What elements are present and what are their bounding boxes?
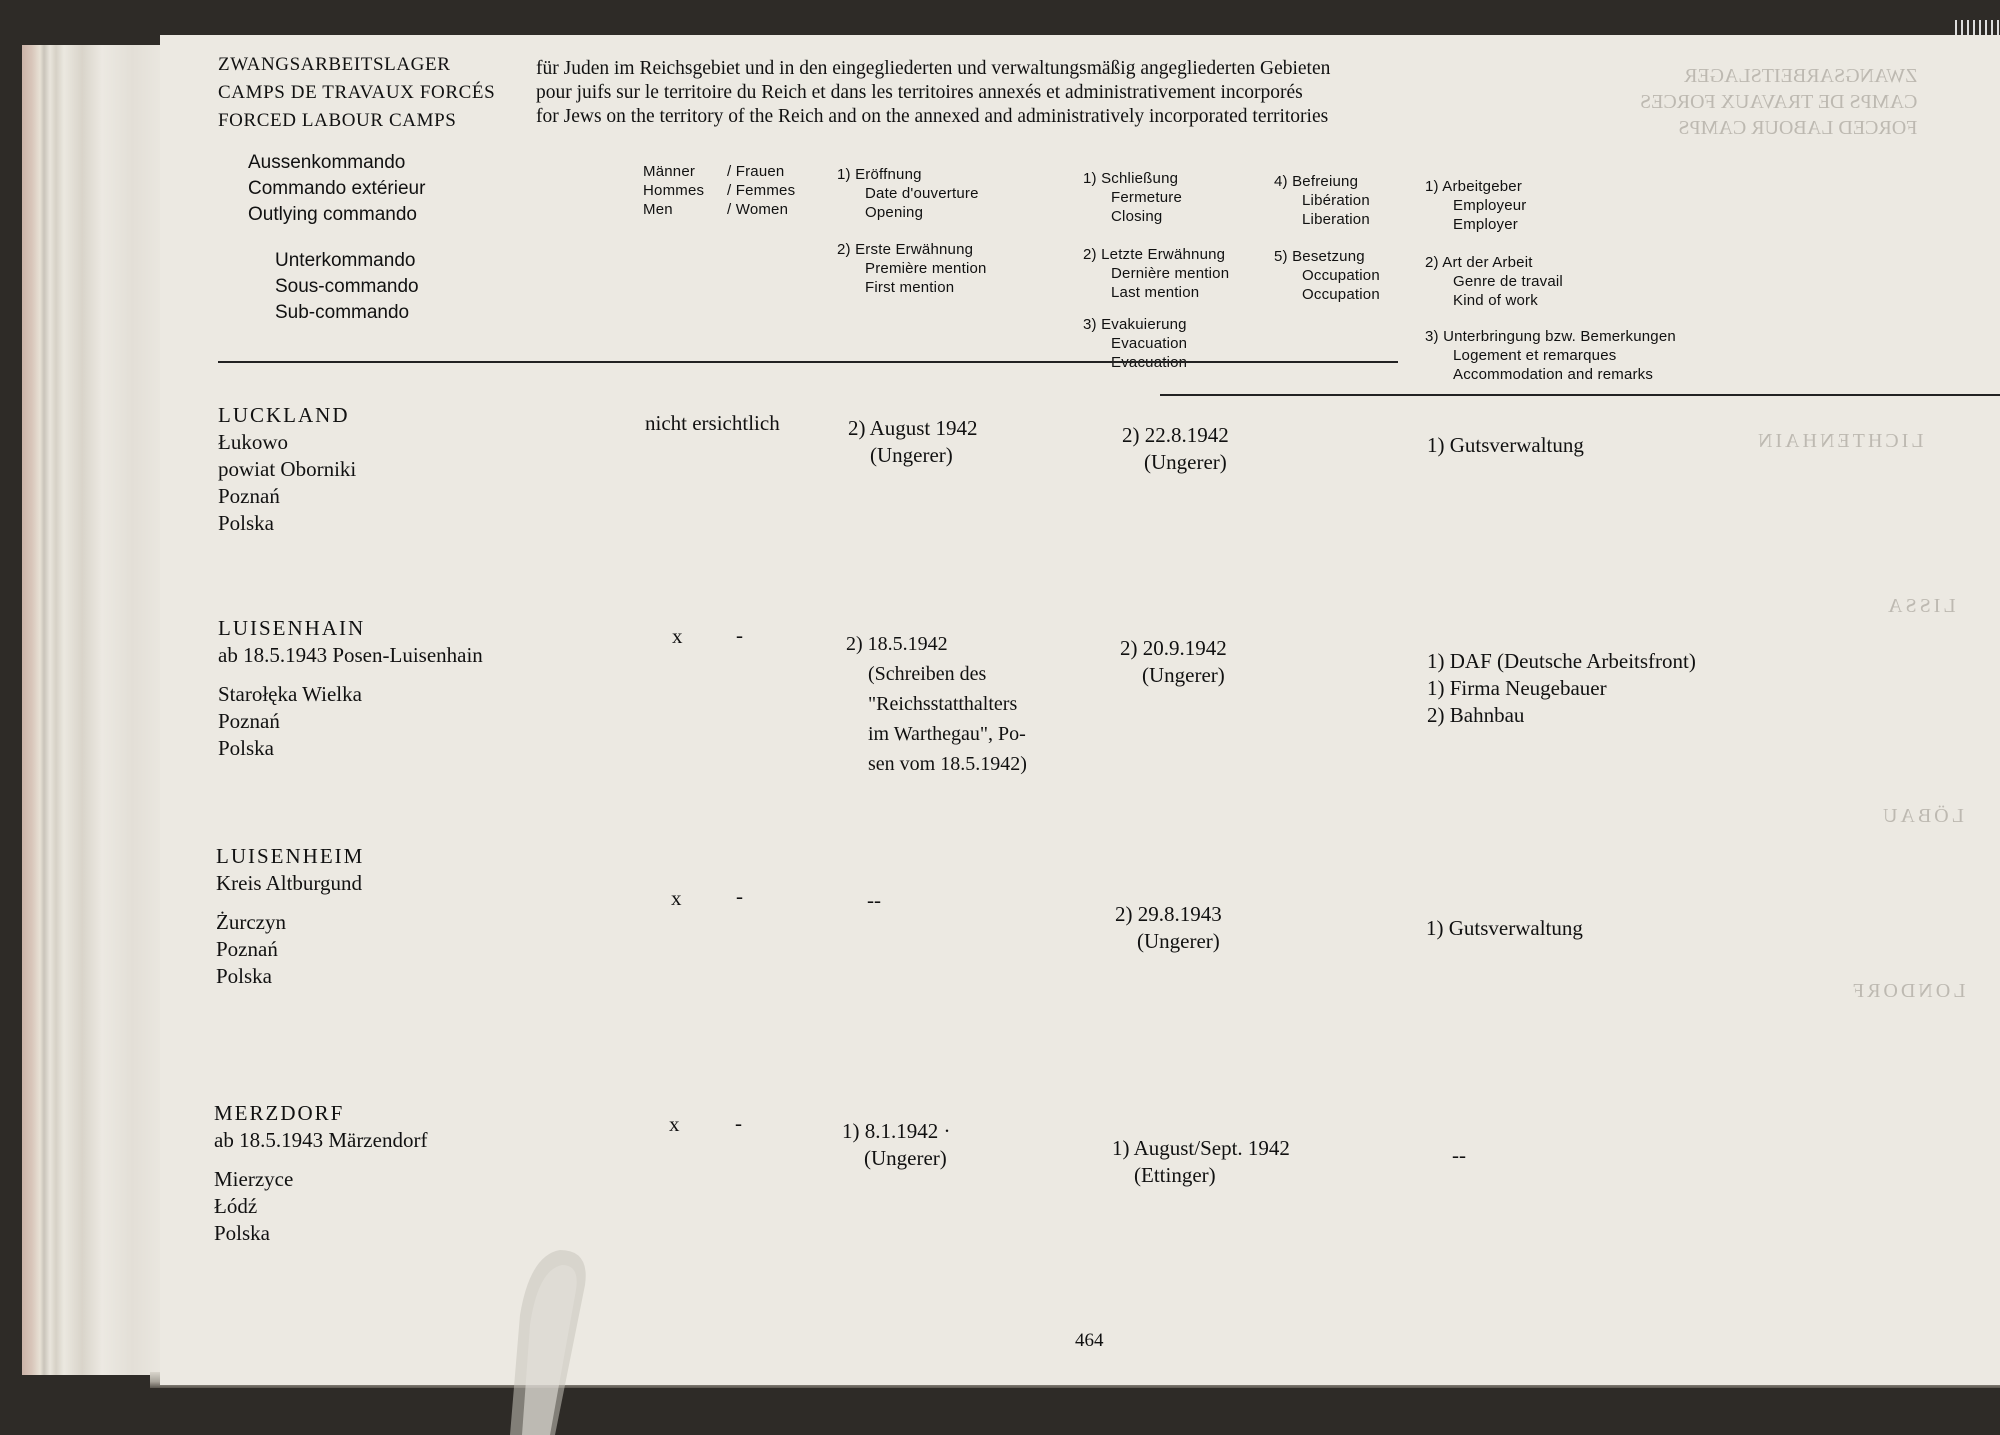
entry-women-mark: - <box>736 623 743 647</box>
entry-work: 1) Gutsverwaltung <box>1426 916 1583 940</box>
entry-work: -- <box>1452 1143 1466 1167</box>
entry-location: LUISENHEIM Kreis Altburgund Żurczyn Poznań Polska <box>216 844 365 988</box>
entry-location: LUCKLAND Łukowo powiat Oborniki Poznań Polska <box>218 403 357 535</box>
entry-closing: 1) August/Sept. 1942 (Ettinger) <box>1112 1136 1290 1187</box>
legend-last-mention: 2) Letzte Erwähnung Dernière mention Last mention <box>1083 246 1230 301</box>
entry-men-count: nicht ersichtlich <box>645 411 780 435</box>
page-subtitle: für Juden im Reichsgebiet und in den eingegliederten und verwaltungsmäßig angegliederten Gebieten pour juifs sur le territoire du Reich et dans les territoires annexés et administrativement incorporés for Jews on the territory of the Reich and on the annexed and administratively incorporated territories <box>536 58 1331 127</box>
legend-men: Männer Hommes Men <box>643 163 705 218</box>
entry-location: LUISENHAIN ab 18.5.1943 Posen-Luisenhain Starołęka Wielka Poznań Polska <box>218 616 483 760</box>
entry-opening: 2) 18.5.1942 (Schreiben des "Reichsstatthalters im Warthegau", Po- sen vom 18.5.1942) <box>846 633 1027 775</box>
legend-aussenkommando: Aussenkommando Commando extérieur Outlying commando <box>248 152 426 225</box>
entry-women-mark: - <box>736 884 743 908</box>
legend-unterkommando: Unterkommando Sous-commando Sub-commando <box>275 250 419 323</box>
entry-opening: 1) 8.1.1942 · (Ungerer) <box>842 1119 951 1170</box>
legend-closing: 1) Schließung Fermeture Closing <box>1083 170 1182 225</box>
legend-first-mention: 2) Erste Erwähnung Première mention First mention <box>837 241 987 296</box>
legend-employer: 1) Arbeitgeber Employeur Employer <box>1425 178 1527 233</box>
entry-closing: 2) 29.8.1943 (Ungerer) <box>1115 902 1222 953</box>
entry-men-mark: x <box>671 886 682 910</box>
entry-men-mark: x <box>672 624 683 648</box>
bleed-name-1: LICHTENHAIN <box>1755 430 1924 452</box>
legend-kind-of-work: 2) Art der Arbeit Genre de travail Kind of work <box>1425 254 1563 309</box>
entry-opening: -- <box>867 888 881 912</box>
legend-occupation: 5) Besetzung Occupation Occupation <box>1274 248 1380 303</box>
legend-opening: 1) Eröffnung Date d'ouverture Opening <box>837 166 979 221</box>
entry-work: 1) DAF (Deutsche Arbeitsfront) 1) Firma Neugebauer 2) Bahnbau <box>1427 649 1696 727</box>
bleed-header: ZWANGSARBEITSLAGER CAMPS DE TRAVAUX FORCES FORCED LABOUR CAMPS <box>1640 65 1918 139</box>
entry-closing: 2) 20.9.1942 (Ungerer) <box>1120 636 1227 687</box>
entry-women-mark: - <box>735 1111 742 1135</box>
page-holder-shadow <box>500 1195 595 1435</box>
entry-location: MERZDORF ab 18.5.1943 Märzendorf Mierzyce Łódź Polska <box>214 1101 428 1245</box>
page-edge-stack <box>22 45 172 1375</box>
entry-work: 1) Gutsverwaltung <box>1427 433 1584 457</box>
bleed-name-3: LÖBAU <box>1880 805 1964 827</box>
entry-opening: 2) August 1942 (Ungerer) <box>848 416 978 467</box>
header-rule <box>218 361 1398 363</box>
entry-men-mark: x <box>669 1112 680 1136</box>
page-number: 464 <box>1075 1330 1104 1351</box>
page-title: ZWANGSARBEITSLAGER CAMPS DE TRAVAUX FORCÉS FORCED LABOUR CAMPS <box>218 54 496 131</box>
legend-evacuation: 3) Evakuierung Evacuation <box>1083 316 1188 352</box>
legend-liberation: 4) Befreiung Libération Liberation <box>1274 173 1370 228</box>
book-page <box>160 35 2000 1385</box>
header-rule-right <box>1160 394 2000 396</box>
entry-closing: 2) 22.8.1942 (Ungerer) <box>1122 423 1229 474</box>
legend-women: / Frauen / Femmes / Women <box>727 163 796 218</box>
legend-accommodation: 3) Unterbringung bzw. Bemerkungen Logement et remarques Accommodation and remarks <box>1425 328 1676 383</box>
bleed-name-2: LISSA <box>1885 595 1956 617</box>
bleed-name-4: LONDORF <box>1850 980 1966 1002</box>
